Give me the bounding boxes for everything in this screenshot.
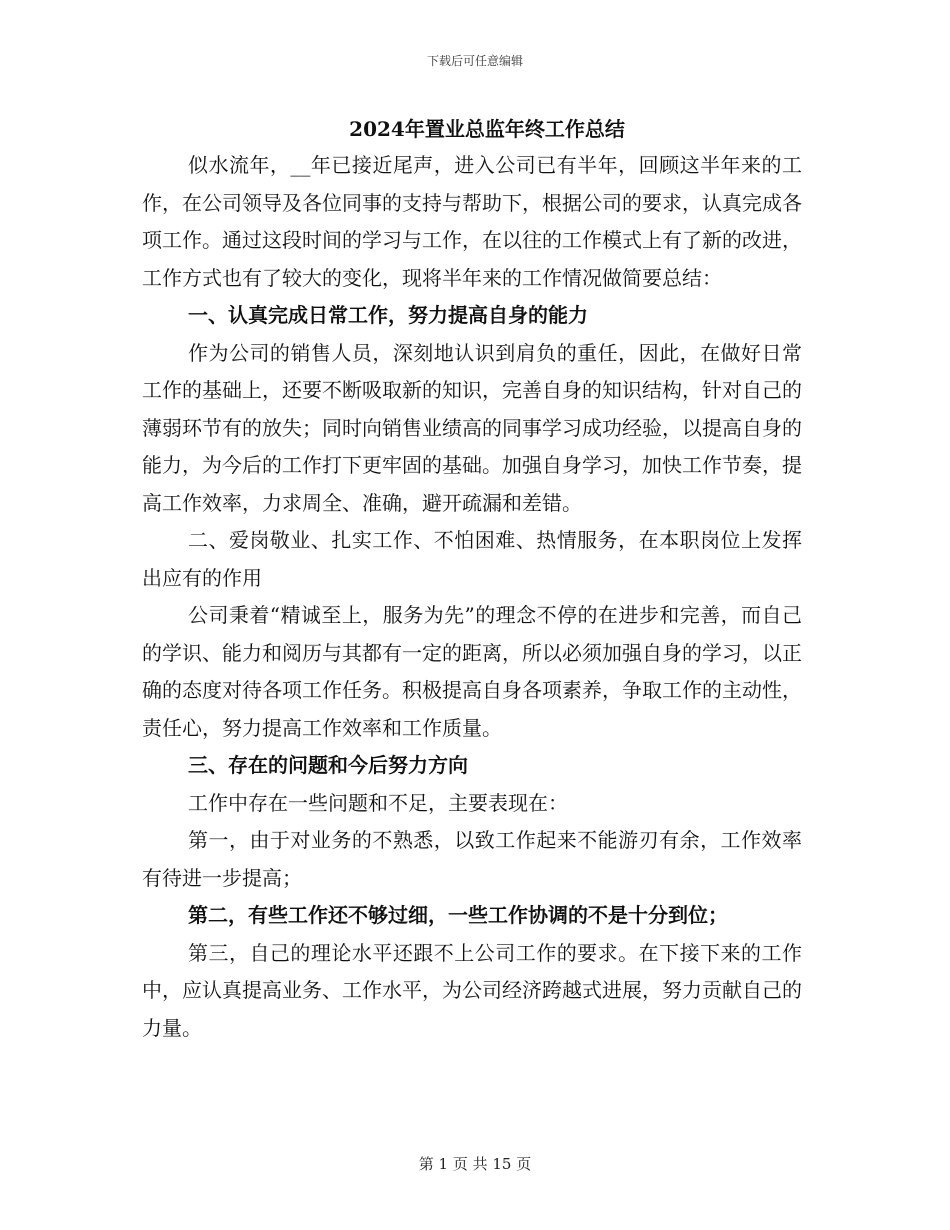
section-2-paragraph: 公司秉着“精诚至上，服务为先”的理念不停的在进步和完善，而自己的学识、能力和阅历与其都有一定的距离，所以必须加强自身的学习，以正确的态度对待各项工作任务。积极提高自身各项素养，争取工作的主动性，责任心，努力提高工作效率和工作质量。 (142, 603, 802, 740)
document-title: 2024年置业总监年终工作总结 (349, 117, 625, 141)
issue-item-3: 第三，自己的理论水平还跟不上公司工作的要求。在下接下来的工作中，应认真提高业务、工作水平，为公司经济跨越式进展，努力贡献自己的力量。 (142, 940, 802, 1040)
intro-paragraph: 似水流年，__年已接近尾声，进入公司已有半年，回顾这半年来的工作，在公司领导及各位同事的支持与帮助下，根据公司的要求，认真完成各项工作。通过这段时间的学习与工作，在以往的工作模式上有了新的改进，工作方式也有了较大的变化，现将半年来的工作情况做简要总结： (142, 153, 802, 290)
document-body (142, 112, 802, 1047)
issue-item-1: 第一，由于对业务的不熟悉，以致工作起来不能游刃有余，工作效率有待进一步提高； (142, 828, 802, 890)
section-heading-2: 二、爱岗敬业、扎实工作、不怕困难、热情服务，在本职岗位上发挥出应有的作用 (142, 528, 802, 590)
section-heading-1: 一、认真完成日常工作，努力提高自身的能力 (188, 303, 588, 327)
section-1-paragraph: 作为公司的销售人员，深刻地认识到肩负的重任，因此，在做好日常工作的基础上，还要不断吸取新的知识，完善自身的知识结构，针对自己的薄弱环节有的放失；同时向销售业绩高的同事学习成功经验，以提高自身的能力，为今后的工作打下更牢固的基础。加强自身学习，加快工作节奏，提高工作效率，力求周全、准确，避开疏漏和差错。 (142, 340, 802, 515)
page-number: 第 1 页 共 15 页 (418, 1155, 532, 1173)
page-header: 下载后可任意编辑 (426, 54, 523, 68)
issue-item-2: 第二，有些工作还不够过细，一些工作协调的不是十分到位； (188, 903, 728, 927)
section-3-intro: 工作中存在一些问题和不足，主要表现在： (188, 790, 568, 815)
section-heading-3: 三、存在的问题和今后努力方向 (188, 753, 468, 777)
